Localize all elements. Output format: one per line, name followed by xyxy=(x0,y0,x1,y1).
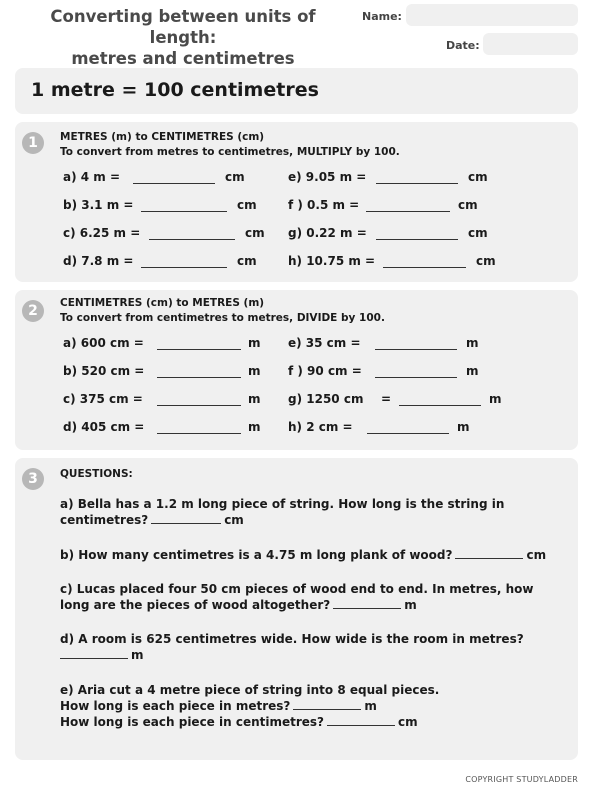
answer-blank[interactable] xyxy=(375,377,457,378)
section-title: METRES (m) to CENTIMETRES (cm) xyxy=(60,131,265,143)
section-number-badge: 3 xyxy=(22,468,44,490)
question-label: g) 0.22 m = xyxy=(288,226,367,240)
unit-label: m xyxy=(248,336,261,350)
unit-label: cm xyxy=(398,715,418,729)
question-label: h) 10.75 m = xyxy=(288,254,376,268)
question-label: a) 4 m = xyxy=(63,170,121,184)
answer-blank[interactable] xyxy=(333,607,401,609)
answer-blank[interactable] xyxy=(383,267,466,268)
section-title: CENTIMETRES (cm) to METRES (m) xyxy=(60,297,265,309)
question-label: b) 520 cm = xyxy=(63,364,145,378)
question-c-line-2: long are the pieces of wood altogether? xyxy=(60,598,331,612)
date-label: Date: xyxy=(446,39,480,52)
answer-blank[interactable] xyxy=(375,349,457,350)
unit-label: cm xyxy=(237,254,257,268)
question-e-line-1: e) Aria cut a 4 metre piece of string into 8 equal pieces. xyxy=(60,683,440,697)
conversion-banner xyxy=(15,68,578,114)
unit-label: m xyxy=(248,420,261,434)
equals-sign: = xyxy=(381,392,392,406)
title-line-2: metres and centimetres xyxy=(71,49,295,68)
unit-label: cm xyxy=(225,170,245,184)
question-label: c) 375 cm = xyxy=(63,392,143,406)
question-a-line-2: centimetres? xyxy=(60,513,149,527)
unit-label: cm xyxy=(526,548,547,562)
unit-label: m xyxy=(466,364,479,378)
question-label: b) 3.1 m = xyxy=(63,198,134,212)
answer-blank[interactable] xyxy=(60,657,128,659)
name-field[interactable] xyxy=(406,4,578,26)
question-d xyxy=(60,631,524,663)
answer-blank[interactable] xyxy=(376,239,458,240)
answer-blank[interactable] xyxy=(376,183,458,184)
question-label: e) 35 cm = xyxy=(288,336,361,350)
question-e-line-2: How long is each piece in metres? xyxy=(60,699,291,713)
date-field[interactable] xyxy=(483,33,578,55)
unit-label: m xyxy=(489,392,502,406)
section-heading xyxy=(60,296,385,326)
question-label: f ) 0.5 m = xyxy=(288,198,360,212)
unit-label: m xyxy=(457,420,470,434)
question-c xyxy=(60,581,533,613)
section-cm-to-metres xyxy=(15,290,578,450)
unit-label: cm xyxy=(476,254,496,268)
answer-blank[interactable] xyxy=(149,239,235,240)
answer-blank[interactable] xyxy=(157,433,241,434)
unit-label: cm xyxy=(224,513,244,527)
section-metres-to-cm xyxy=(15,122,578,282)
section-heading xyxy=(60,130,400,160)
unit-label: m xyxy=(364,699,377,713)
question-e xyxy=(60,682,439,730)
worksheet-title xyxy=(18,6,348,69)
conversion-fact: 1 metre = 100 centimetres xyxy=(31,79,319,101)
question-a-line-1: a) Bella has a 1.2 m long piece of string. How long is the string in xyxy=(60,497,505,511)
title-line-1: Converting between units of length: xyxy=(50,7,316,47)
question-label: f ) 90 cm = xyxy=(288,364,362,378)
section-number-badge: 1 xyxy=(22,132,44,154)
unit-label: m xyxy=(248,392,261,406)
answer-blank[interactable] xyxy=(327,724,395,726)
answer-blank[interactable] xyxy=(157,405,241,406)
unit-label: m xyxy=(404,598,417,612)
question-label: h) 2 cm = xyxy=(288,420,353,434)
answer-blank[interactable] xyxy=(367,433,449,434)
section-number-badge: 2 xyxy=(22,300,44,322)
question-label: d) 7.8 m = xyxy=(63,254,134,268)
unit-label: m xyxy=(131,648,144,662)
question-label: a) 600 cm = xyxy=(63,336,144,350)
question-b xyxy=(60,547,546,563)
answer-blank[interactable] xyxy=(157,349,241,350)
question-d-line-1: d) A room is 625 centimetres wide. How wide is the room in metres? xyxy=(60,632,524,646)
unit-label: m xyxy=(466,336,479,350)
answer-blank[interactable] xyxy=(455,557,523,559)
answer-blank[interactable] xyxy=(141,267,227,268)
answer-blank[interactable] xyxy=(151,522,221,524)
answer-blank[interactable] xyxy=(157,377,241,378)
question-a xyxy=(60,496,504,528)
section-word-questions xyxy=(15,458,578,760)
question-b-text: b) How many centimetres is a 4.75 m long plank of wood? xyxy=(60,548,453,562)
unit-label: cm xyxy=(468,170,488,184)
section-instruction: To convert from metres to centimetres, MULTIPLY by 100. xyxy=(60,146,400,158)
answer-blank[interactable] xyxy=(399,405,481,406)
unit-label: m xyxy=(248,364,261,378)
answer-blank[interactable] xyxy=(133,183,215,184)
unit-label: cm xyxy=(245,226,265,240)
question-label: d) 405 cm = xyxy=(63,420,145,434)
answer-blank[interactable] xyxy=(366,211,450,212)
question-c-line-1: c) Lucas placed four 50 cm pieces of wood end to end. In metres, how xyxy=(60,582,534,596)
answer-blank[interactable] xyxy=(293,708,361,710)
question-label: e) 9.05 m = xyxy=(288,170,367,184)
question-label: c) 6.25 m = xyxy=(63,226,141,240)
unit-label: cm xyxy=(468,226,488,240)
copyright-notice: COPYRIGHT STUDYLADDER xyxy=(465,775,578,784)
unit-label: cm xyxy=(458,198,478,212)
name-label: Name: xyxy=(362,10,402,23)
section-title: QUESTIONS: xyxy=(60,468,133,480)
unit-label: cm xyxy=(237,198,257,212)
question-e-line-3: How long is each piece in centimetres? xyxy=(60,715,325,729)
section-instruction: To convert from centimetres to metres, DIVIDE by 100. xyxy=(60,312,385,324)
answer-blank[interactable] xyxy=(141,211,227,212)
question-label: g) 1250 cm xyxy=(288,392,364,406)
